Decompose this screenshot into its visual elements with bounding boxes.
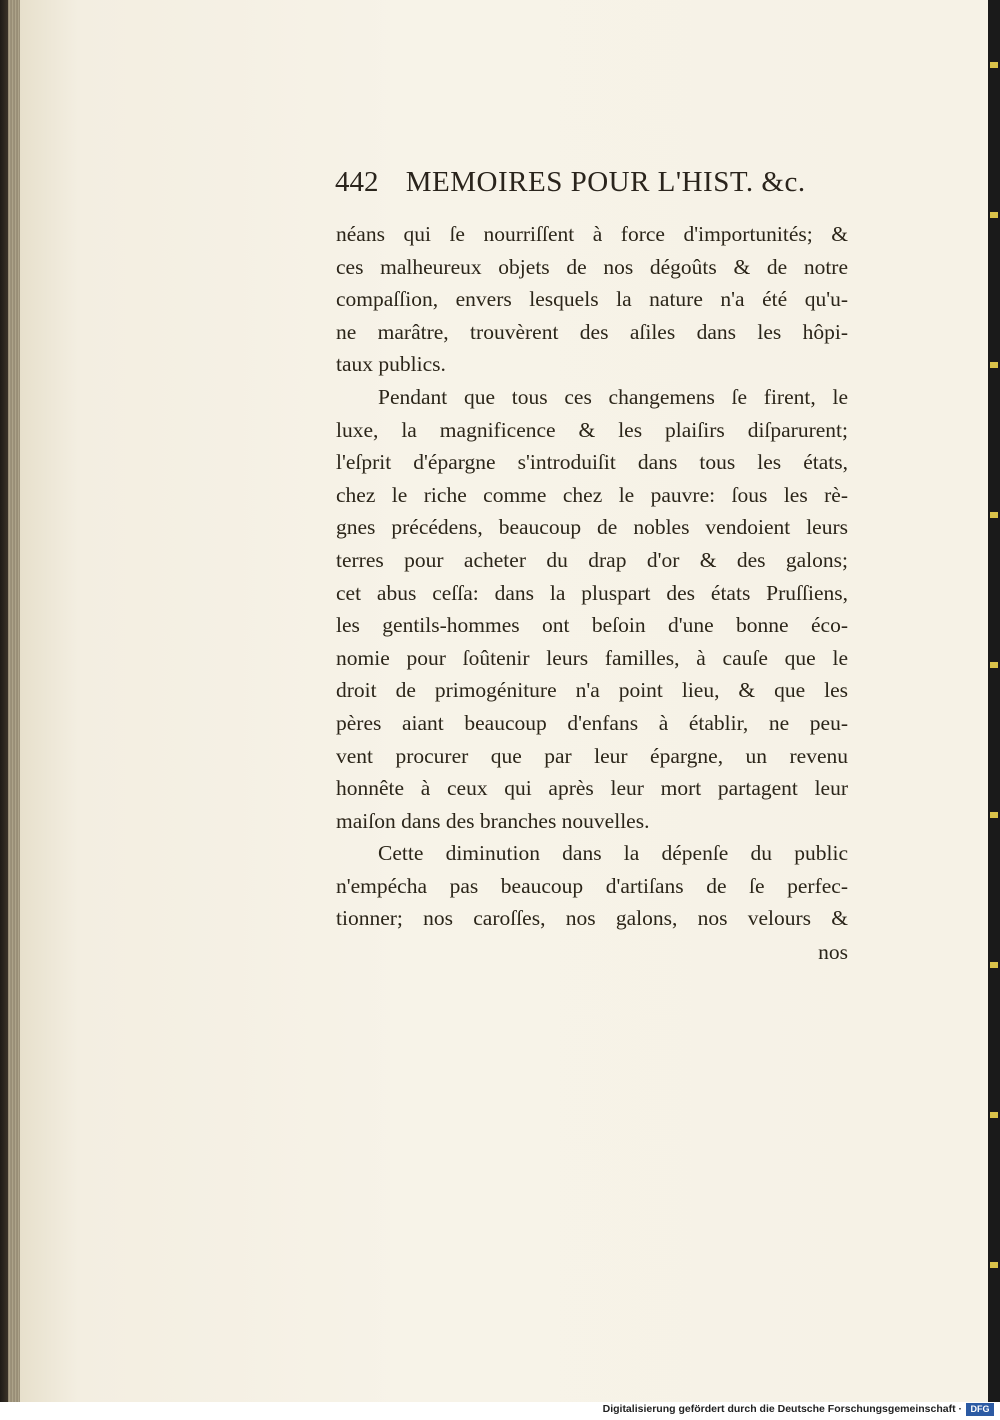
- running-head: [335, 166, 825, 206]
- scan-marker: [990, 1112, 998, 1118]
- text-line: gnes précédens, beaucoup de nobles vendoient leurs: [336, 515, 848, 540]
- text-line: néans qui ſe nourriſſent à force d'importunités; &: [336, 222, 848, 246]
- text-line: l'eſprit d'épargne s'introduiſit dans tous les états,: [336, 450, 848, 475]
- text-line: ces malheureux objets de nos dégoûts & de notre: [336, 254, 848, 279]
- text-line: Pendant que tous ces changemens ſe firent, le: [378, 384, 848, 409]
- scan-marker: [990, 662, 998, 668]
- text-line: honnête à ceux qui après leur mort partagent leur: [336, 776, 848, 801]
- scan-marker: [990, 812, 998, 818]
- text-line: chez le riche comme chez le pauvre: ſous les rè-: [336, 482, 848, 507]
- text-line: ne marâtre, trouvèrent des aſiles dans les hôpi-: [336, 319, 848, 344]
- text-line: maiſon dans des branches nouvelles.: [336, 808, 650, 833]
- text-line: pères aiant beaucoup d'enfans à établir, ne peu-: [336, 710, 848, 735]
- scan-marker: [990, 362, 998, 368]
- scan-marker: [990, 962, 998, 968]
- dfg-logo-icon: DFG: [966, 1403, 994, 1416]
- text-line: nomie pour ſoûtenir leurs familles, à cauſe que le: [336, 645, 848, 670]
- running-title: MEMOIRES POUR L'HIST. &c.: [405, 166, 806, 198]
- text-line: taux publics.: [336, 352, 446, 377]
- scan-border-right: [988, 0, 1000, 1402]
- text-line: les gentils-hommes ont beſoin d'une bonne éco-: [336, 613, 848, 638]
- book-binding: [0, 0, 8, 1402]
- text-line: cet abus ceſſa: dans la pluspart des états Pruſſiens,: [336, 580, 848, 605]
- text-line: luxe, la magnificence & les plaiſirs diſparurent;: [336, 417, 848, 442]
- page-number: 442: [335, 166, 379, 198]
- scan-marker: [990, 1262, 998, 1268]
- digitization-credit: Digitalisierung gefördert durch die Deutsche Forschungsgemeinschaft ·: [602, 1403, 962, 1415]
- text-line: droit de primogéniture n'a point lieu, & que les: [336, 678, 848, 703]
- scan-marker: [990, 62, 998, 68]
- page-edges: [8, 0, 20, 1402]
- text-line: tionner; nos caroſſes, nos galons, nos velours &: [336, 906, 848, 931]
- text-line: compaſſion, envers lesquels la nature n'a été qu'u-: [336, 287, 848, 312]
- catchword: nos: [818, 940, 848, 964]
- text-line: vent procurer que par leur épargne, un revenu: [336, 743, 848, 768]
- scan-marker: [990, 212, 998, 218]
- text-line: terres pour acheter du drap d'or & des galons;: [336, 547, 848, 572]
- text-line: n'empécha pas beaucoup d'artiſans de ſe perfec-: [336, 873, 848, 898]
- scan-marker: [990, 512, 998, 518]
- text-line: Cette diminution dans la dépenſe du public: [378, 841, 848, 866]
- body-text: [336, 218, 848, 935]
